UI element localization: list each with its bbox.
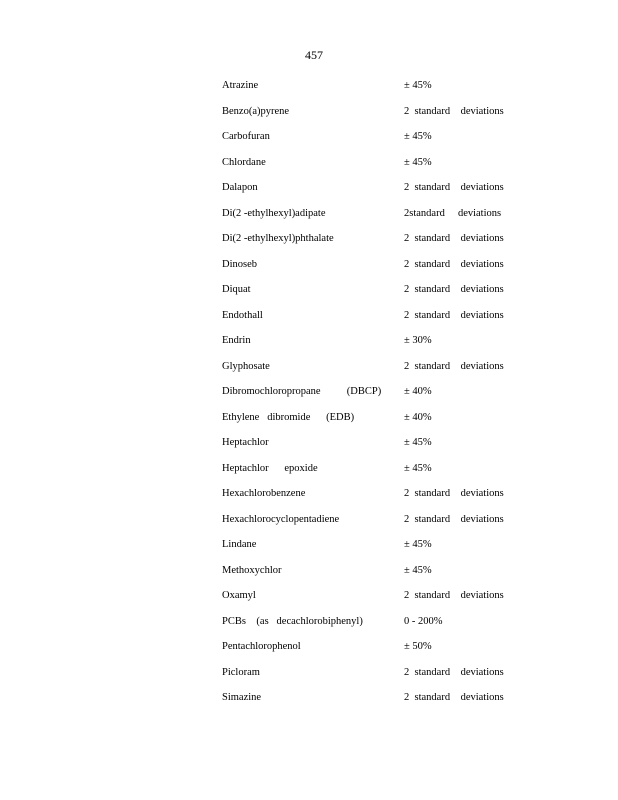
table-row [222,461,522,487]
acceptance-limit: ± 45% [404,131,432,142]
contaminant-name: Glyphosate [222,360,270,372]
table-row [222,257,522,283]
table-row [222,435,522,461]
acceptance-limit: 2 standard deviations [404,105,504,117]
contaminant-name: Picloram [222,666,260,678]
contaminant-name: Chlordane [222,156,266,168]
contaminant-name: Di(2 -ethylhexyl)adipate [222,207,326,219]
table-row [222,104,522,130]
table-row [222,588,522,614]
contaminant-name: Heptachlor [222,437,269,448]
acceptance-limit: ± 40% [404,411,432,423]
contaminant-name: Pentachlorophenol [222,641,301,652]
table-row [222,410,522,436]
table-row [222,563,522,589]
contaminant-name: Dinoseb [222,258,257,270]
table-row [222,231,522,257]
acceptance-limit: ± 40% [404,386,432,397]
contaminant-name: Endothall [222,309,263,321]
table-row [222,486,522,512]
acceptance-limit: ± 45% [404,80,432,91]
table-row [222,639,522,665]
contaminant-name: Heptachlor epoxide [222,462,318,474]
table-row [222,308,522,334]
acceptance-limit: 2 standard deviations [404,360,504,372]
contaminant-name: PCBs (as decachlorobiphenyl) [222,615,363,627]
table-row [222,359,522,385]
contaminant-name: Carbofuran [222,131,270,142]
acceptance-limit: 2 standard deviations [404,284,504,295]
table-row [222,155,522,181]
contaminant-name: Oxamyl [222,590,256,601]
contaminant-name: Benzo(a)pyrene [222,105,290,117]
acceptance-limit: ± 45% [404,437,432,448]
acceptance-limit: 0 - 200% [404,615,443,627]
table-row [222,129,522,155]
contaminant-name: Lindane [222,539,257,550]
acceptance-limit: ± 30% [404,335,432,346]
table-row [222,384,522,410]
contaminant-name: Dibromochloropropane (DBCP) [222,386,382,397]
contaminant-name: Atrazine [222,80,259,91]
table-row [222,206,522,232]
acceptance-limit: 2 standard deviations [404,666,504,678]
acceptance-limit: ± 45% [404,539,432,550]
table-row [222,614,522,640]
acceptance-limit: ± 45% [404,156,432,168]
table-row [222,665,522,691]
acceptance-limit: 2 standard deviations [404,590,504,601]
contaminant-name: Hexachlorobenzene [222,488,306,499]
table-row [222,690,522,716]
acceptance-limit: ± 50% [404,641,432,652]
acceptance-limit: 2standard deviations [404,207,502,219]
table-row [222,282,522,308]
acceptance-limit: ± 45% [404,564,432,576]
acceptance-limit: ± 45% [404,462,432,474]
acceptance-limit: 2 standard deviations [404,182,504,193]
table-row [222,512,522,538]
table-row [222,333,522,359]
acceptance-limit: 2 standard deviations [404,233,504,244]
page-number: 457 [305,48,323,62]
acceptance-limit: 2 standard deviations [404,258,504,270]
acceptance-limit: 2 standard deviations [404,488,504,499]
acceptance-limit: 2 standard deviations [404,513,504,525]
contaminant-name: Methoxychlor [222,564,282,576]
contaminant-name: Ethylene dibromide (EDB) [222,411,355,423]
table-row [222,537,522,563]
table-row [222,78,522,104]
acceptance-limit: 2 standard deviations [404,692,504,703]
contaminant-name: Diquat [222,284,251,295]
contaminant-name: Di(2 -ethylhexyl)phthalate [222,233,334,244]
contaminant-name: Simazine [222,692,262,703]
acceptance-limits-table [222,78,522,716]
acceptance-limit: 2 standard deviations [404,309,504,321]
table-row [222,180,522,206]
contaminant-name: Hexachlorocyclopentadiene [222,513,340,525]
contaminant-name: Dalapon [222,182,258,193]
contaminant-name: Endrin [222,335,251,346]
